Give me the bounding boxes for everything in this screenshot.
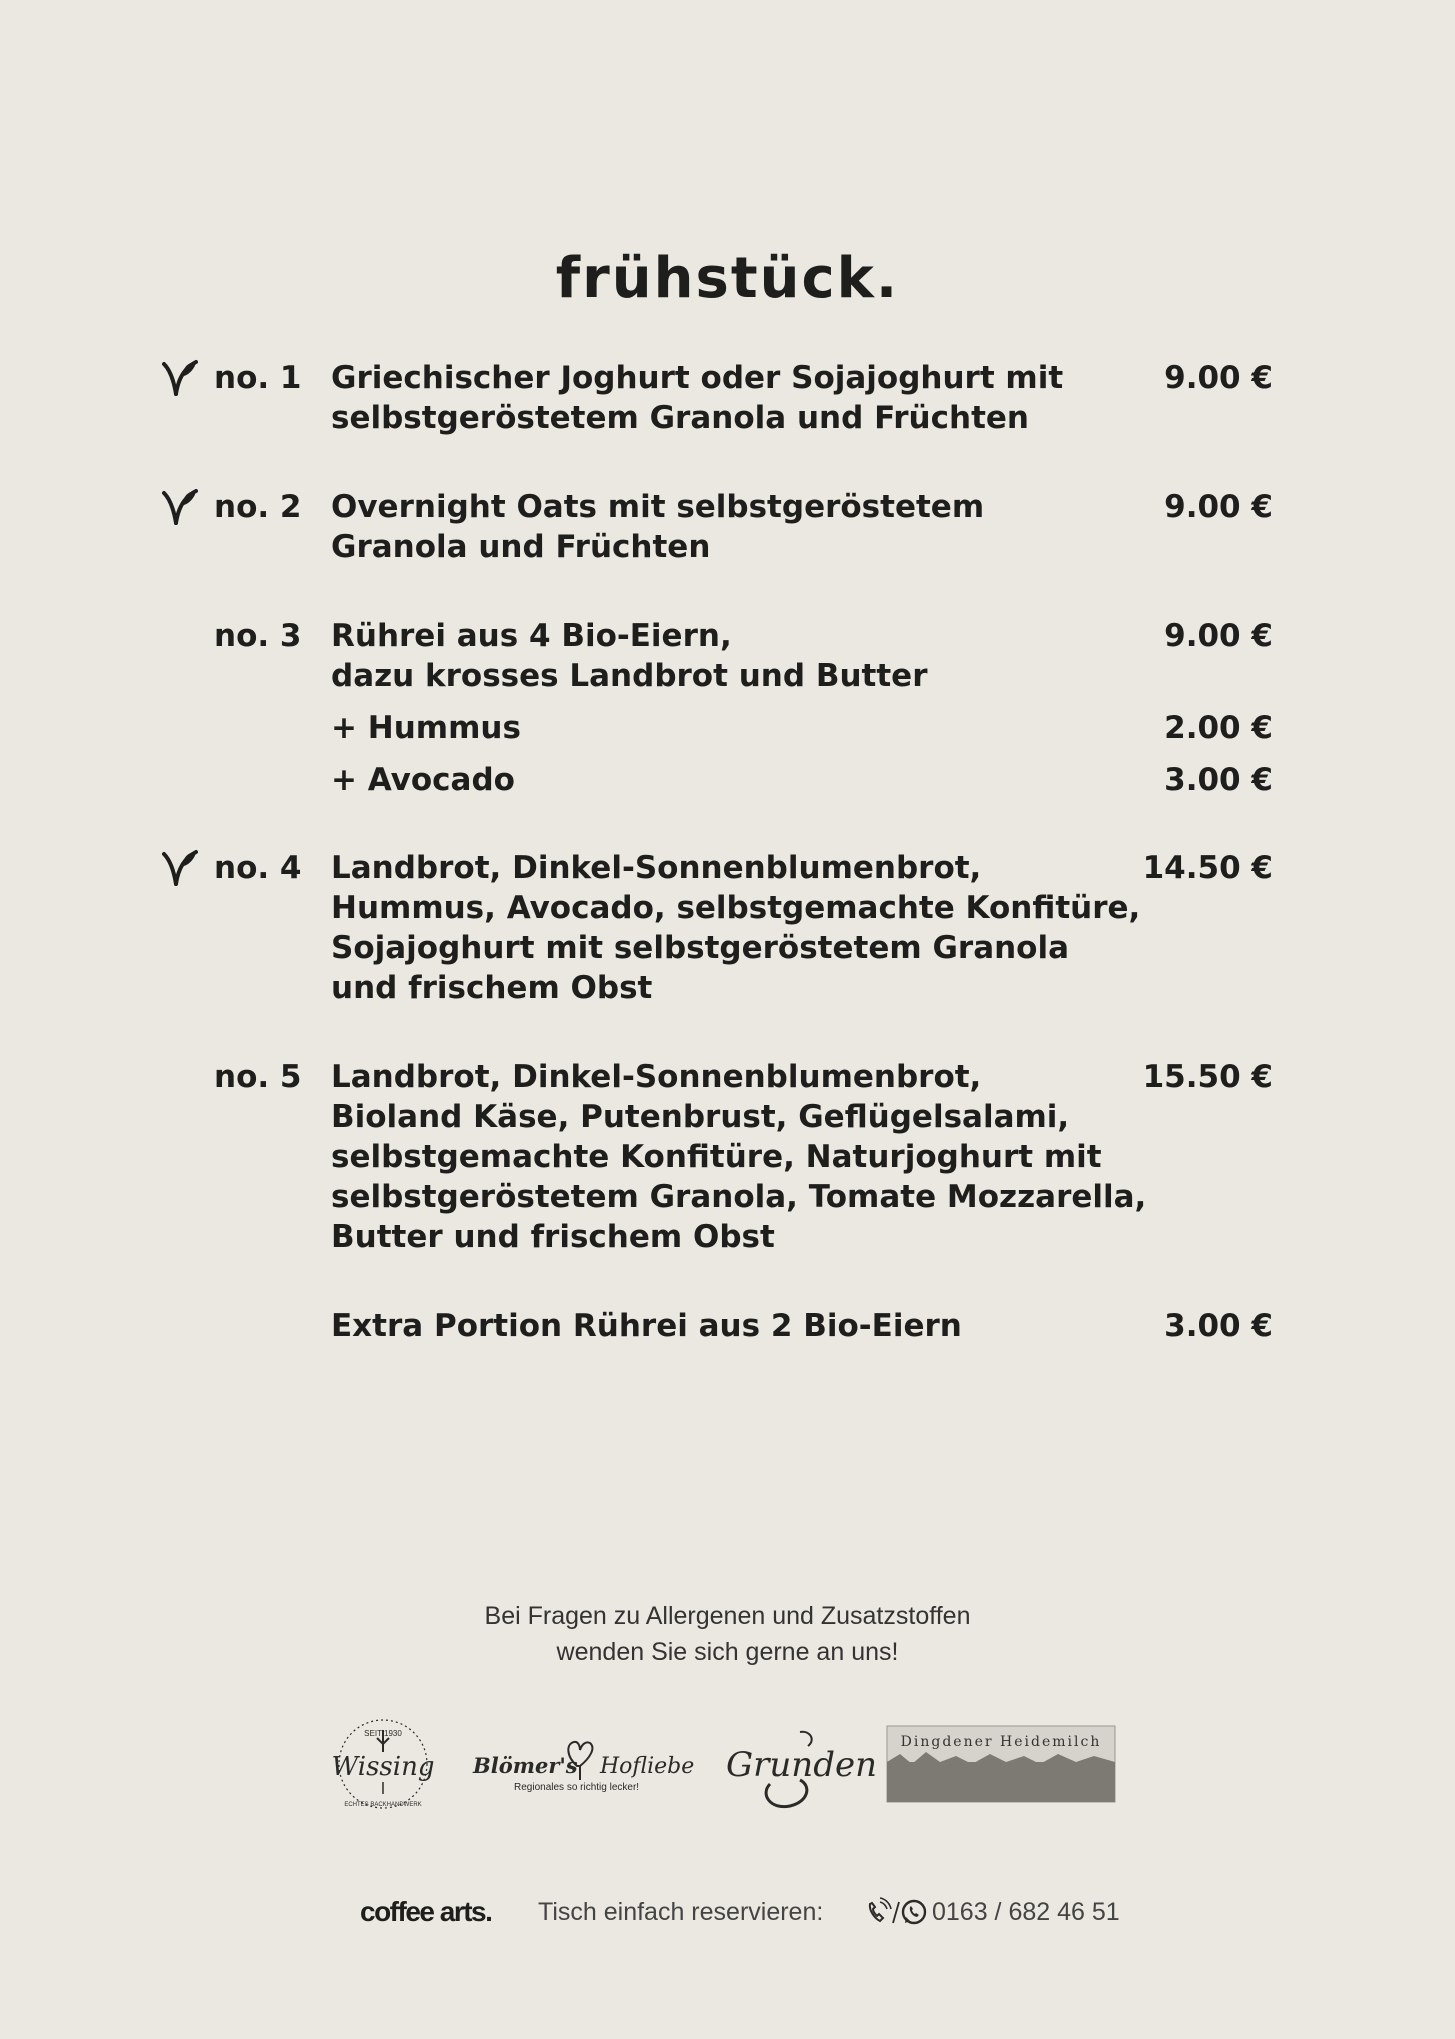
heidemilch-logo: [887, 1726, 1115, 1802]
description-line: Hummus, Avocado, selbstgemachte Konfitüre,: [331, 890, 1141, 926]
description-line: selbstgeröstetem Granola und Früchten: [331, 400, 1029, 436]
addon-label: + Hummus: [331, 710, 521, 746]
grunden-logo: [726, 1732, 877, 1807]
description-line: Landbrot, Dinkel-Sonnenblumenbrot,: [331, 1059, 982, 1095]
description-line: Rührei aus 4 Bio-Eiern,: [331, 618, 732, 654]
description-line: Overnight Oats mit selbstgeröstetem: [331, 489, 985, 525]
description-line: Landbrot, Dinkel-Sonnenblumenbrot,: [331, 850, 982, 886]
phone-whatsapp-icon: [864, 1896, 928, 1930]
bloemers-tagline: Regionales so richtig lecker!: [514, 1782, 640, 1793]
addon-label: + Avocado: [331, 762, 515, 798]
bloemers-name: Blömer's: [473, 1753, 578, 1778]
description-line: und frischem Obst: [331, 970, 653, 1006]
item-number: no. 4: [214, 850, 302, 886]
item-price: 9.00 €: [1164, 360, 1273, 396]
partner-logos: [0, 1718, 1455, 1828]
item-price: 14.50 €: [1142, 850, 1273, 886]
description-line: Sojajoghurt mit selbstgeröstetem Granola: [331, 930, 1070, 966]
wissing-tagline: ECHTES BACKHANDWERK: [344, 1802, 422, 1808]
wissing-since: SEIT 1930: [364, 1729, 402, 1738]
item-price: 9.00 €: [1164, 489, 1273, 525]
addon-price: 3.00 €: [1164, 762, 1273, 798]
description-line: selbstgemachte Konfitüre, Naturjoghurt mit: [331, 1139, 1102, 1175]
vegan-leaf-icon: [160, 846, 200, 890]
extra-price: 3.00 €: [1164, 1308, 1273, 1344]
item-number: no. 2: [214, 489, 302, 525]
page-title: frühstück.: [555, 246, 900, 311]
description-line: Bioland Käse, Putenbrust, Geflügelsalami,: [331, 1099, 1070, 1135]
wissing-logo: [332, 1720, 435, 1808]
item-description: [331, 848, 1141, 1008]
item-number: no. 1: [214, 360, 302, 396]
description-line: Griechischer Joghurt oder Sojajoghurt mit: [331, 360, 1064, 396]
vegan-leaf-icon: [160, 356, 200, 400]
item-number: no. 5: [214, 1059, 302, 1095]
extra-label: Extra Portion Rührei aus 2 Bio-Eiern: [331, 1308, 962, 1344]
item-description: [331, 1057, 1147, 1257]
reserve-label: Tisch einfach reservieren:: [538, 1898, 824, 1926]
description-line: dazu krosses Landbrot und Butter: [331, 658, 928, 694]
vegan-leaf-icon: [160, 485, 200, 529]
grunden-name: Grunden: [726, 1745, 877, 1785]
description-line: Butter und frischem Obst: [331, 1219, 775, 1255]
brand-logo: coffee arts.: [360, 1896, 492, 1927]
heidemilch-name: Dingdener Heidemilch: [900, 1734, 1102, 1750]
wissing-name: Wissing: [331, 1752, 435, 1782]
description-line: Granola und Früchten: [331, 529, 711, 565]
allergen-note: [0, 1598, 1455, 1670]
item-description: [331, 358, 1111, 438]
item-number: no. 3: [214, 618, 302, 654]
item-price: 9.00 €: [1164, 618, 1273, 654]
allergen-note-line: Bei Fragen zu Allergenen und Zusatzstoffen: [484, 1602, 971, 1630]
footer: [0, 1896, 1455, 1936]
bloemers-name-2: Hofliebe: [600, 1754, 695, 1779]
item-price: 15.50 €: [1142, 1059, 1273, 1095]
item-description: [331, 616, 1111, 696]
allergen-note-line: wenden Sie sich gerne an uns!: [556, 1638, 899, 1666]
bloemers-logo: [472, 1742, 694, 1793]
phone-number: 0163 / 682 46 51: [932, 1898, 1120, 1926]
item-description: [331, 487, 1111, 567]
addon-price: 2.00 €: [1164, 710, 1273, 746]
description-line: selbstgeröstetem Granola, Tomate Mozzarella,: [331, 1179, 1147, 1215]
